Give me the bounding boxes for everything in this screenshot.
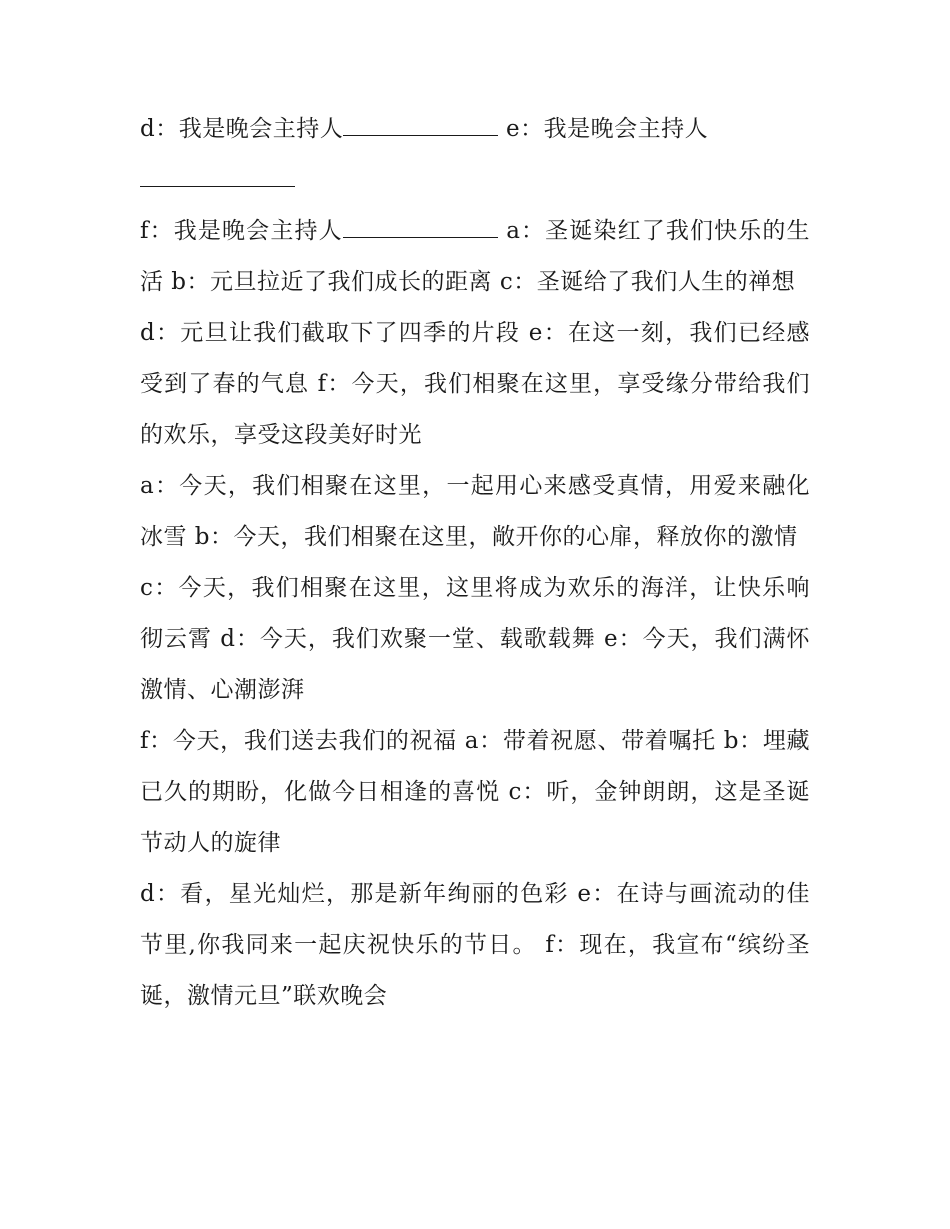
fill-in-blank [140,160,295,187]
paragraph-7: d：看，星光灿烂，那是新年绚丽的色彩 e：在诗与画流动的佳节里,你我同来一起庆祝快乐的节日。 f：现在，我宣布“缤纷圣诞，激情元旦”联欢晚会 [140,881,810,1009]
fill-in-blank [343,109,498,136]
paragraph-3: d：元旦让我们截取下了四季的片段 e：在这一刻，我们已经感受到了春的气息 f：今天，我们相聚在这里，享受缘分带给我们的欢乐，享受这段美好时光 [140,320,810,448]
paragraph-5: c：今天，我们相聚在这里，这里将成为欢乐的海洋，让快乐响彻云霄 d：今天，我们欢聚一堂、载歌载舞 e：今天，我们满怀激情、心潮澎湃 [140,575,810,703]
paragraph-2-before: f：我是晚会主持人 [140,218,343,244]
paragraph-4: a：今天，我们相聚在这里，一起用心来感受真情，用爱来融化冰雪 b：今天，我们相聚在这里，敞开你的心扉，释放你的激情 [140,473,810,550]
document-body [140,104,810,1022]
paragraph-6: f：今天，我们送去我们的祝福 a：带着祝愿、带着嘱托 b：埋藏已久的期盼，化做今日相逢的喜悦 c：听，金钟朗朗，这是圣诞节动人的旋律 [140,728,810,856]
paragraph-2 [140,206,810,308]
fill-in-blank [343,211,498,238]
paragraph-1 [140,104,810,206]
paragraph-2-after: a：圣诞染红了我们快乐的生活 b：元旦拉近了我们成长的距离 c：圣诞给了我们人生的禅想 [140,218,811,295]
paragraph-1-middle: e：我是晚会主持人 [506,116,709,142]
paragraph-1-prefix: d：我是晚会主持人 [140,116,344,142]
